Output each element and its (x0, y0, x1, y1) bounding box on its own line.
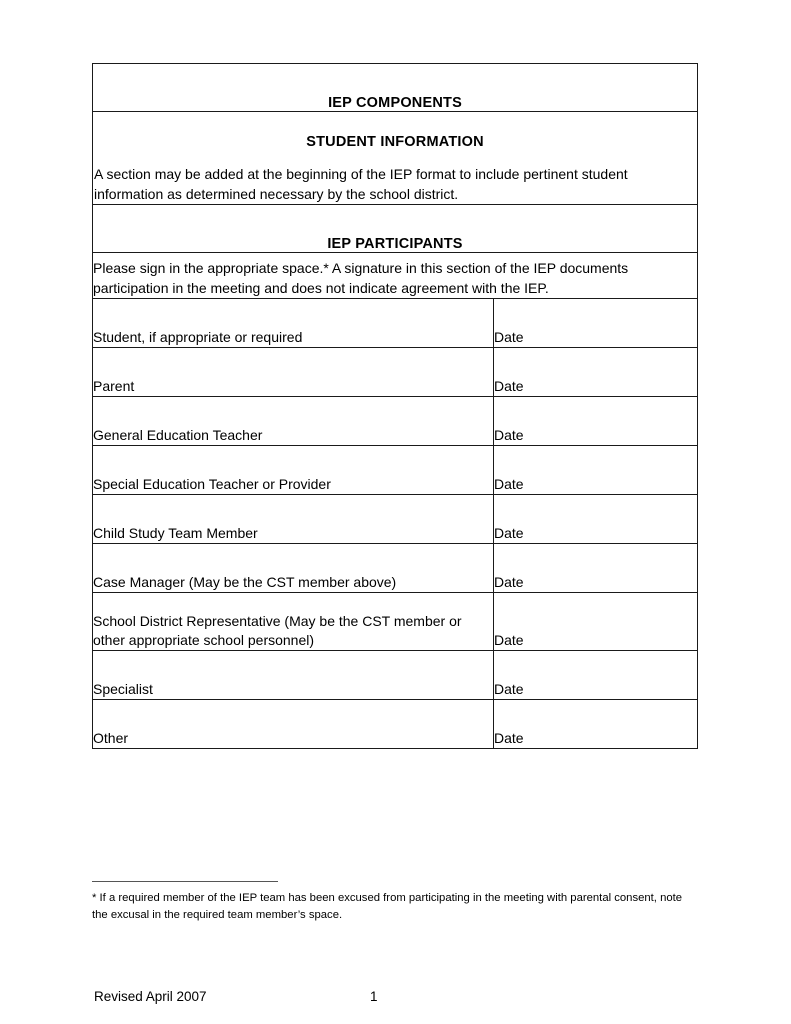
signature-row (93, 397, 698, 446)
date-field-special-education-teacher[interactable]: Date (494, 446, 698, 495)
footnote-separator-rule (92, 881, 278, 882)
signature-row (93, 446, 698, 495)
signature-row (93, 495, 698, 544)
participants-instruction-row (93, 253, 698, 299)
iep-participants-title: IEP PARTICIPANTS (327, 236, 463, 252)
date-field-specialist[interactable]: Date (494, 651, 698, 700)
signature-row (93, 651, 698, 700)
iep-form-table (92, 63, 698, 749)
student-information-cell (93, 112, 698, 205)
page-footer (92, 989, 692, 1009)
signature-row (93, 299, 698, 348)
participants-instruction-text: Please sign in the appropriate space.* A signature in this section of the IEP documents participation in the meeting and does not indicate agreement with the IEP. (93, 260, 629, 296)
student-information-row (93, 112, 698, 205)
components-banner-cell (93, 64, 698, 112)
date-field-child-study-team-member[interactable]: Date (494, 495, 698, 544)
participants-banner-cell (93, 205, 698, 253)
date-field-general-education-teacher[interactable]: Date (494, 397, 698, 446)
components-banner-row (93, 64, 698, 112)
participants-banner-row (93, 205, 698, 253)
participants-instruction-cell (93, 253, 698, 299)
signature-field-other[interactable]: Other (93, 700, 494, 749)
signature-field-parent[interactable]: Parent (93, 348, 494, 397)
footer-page-number: 1 (370, 989, 378, 1004)
date-field-student[interactable]: Date (494, 299, 698, 348)
date-field-case-manager[interactable]: Date (494, 544, 698, 593)
signature-row (93, 544, 698, 593)
footnote-text: * If a required member of the IEP team has been excused from participating in the meeting with parental consent, note the excusal in the required team member’s space. (92, 892, 683, 921)
signature-field-specialist[interactable]: Specialist (93, 651, 494, 700)
signature-field-special-education-teacher[interactable]: Special Education Teacher or Provider (93, 446, 494, 495)
date-field-other[interactable]: Date (494, 700, 698, 749)
date-field-parent[interactable]: Date (494, 348, 698, 397)
signature-field-general-education-teacher[interactable]: General Education Teacher (93, 397, 494, 446)
signature-field-student[interactable]: Student, if appropriate or required (93, 299, 494, 348)
signature-field-case-manager[interactable]: Case Manager (May be the CST member above) (93, 544, 494, 593)
signature-field-school-district-representative[interactable]: School District Representative (May be the CST member or other appropriate school personnel) (93, 593, 494, 651)
student-information-body: A section may be added at the beginning of the IEP format to include pertinent student information as determined necessary by the school district. (94, 166, 628, 202)
student-information-heading: STUDENT INFORMATION (306, 134, 484, 150)
footer-revision-date: Revised April 2007 (94, 989, 207, 1004)
signature-row (93, 593, 698, 651)
form-table-body (93, 64, 698, 749)
date-field-school-district-representative[interactable]: Date (494, 593, 698, 651)
footnote (92, 881, 692, 923)
signature-row (93, 348, 698, 397)
iep-components-title: IEP COMPONENTS (328, 95, 462, 111)
signature-field-child-study-team-member[interactable]: Child Study Team Member (93, 495, 494, 544)
signature-row (93, 700, 698, 749)
